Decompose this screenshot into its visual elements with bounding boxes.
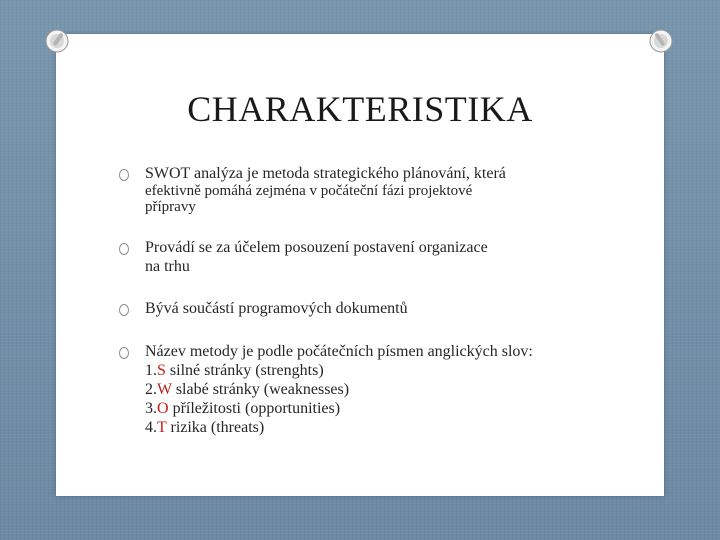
item-number: 4. (145, 419, 157, 436)
bullet-circle-icon (119, 304, 129, 316)
bullet-text: efektivně pomáhá zejména v počáteční fázi projektové (145, 183, 473, 199)
bullet-text: Bývá součástí programových dokumentů (145, 300, 408, 317)
bullet-circle-icon (119, 347, 129, 359)
bullet-text: na trhu (145, 258, 190, 275)
bullet-text: přípravy (145, 199, 196, 215)
item-text: slabé stránky (weaknesses) (171, 381, 350, 398)
bullet-text: Název metody je podle počátečních písmen anglických slov: (145, 343, 533, 360)
slide-title: CHARAKTERISTIKA (187, 89, 533, 129)
swot-letter: S (157, 362, 166, 379)
item-number: 3. (145, 400, 157, 417)
swot-letter: T (157, 419, 167, 436)
bullet-item (119, 342, 639, 437)
bullet-circle-icon (119, 169, 129, 181)
bullet-text: SWOT analýza je metoda strategického plánování, která (145, 165, 506, 182)
swot-item-o (145, 399, 639, 418)
swot-item-w (145, 380, 639, 399)
item-number: 2. (145, 381, 157, 398)
bullet-item (119, 164, 639, 215)
item-text: rizika (threats) (166, 419, 265, 436)
bullet-list (119, 164, 639, 437)
bullet-circle-icon (119, 243, 129, 255)
pushpin-icon (648, 28, 674, 54)
bullet-text: Provádí se za účelem posouzení postavení organizace (145, 239, 488, 256)
bullet-item (119, 299, 639, 318)
item-text: silné stránky (strenghts) (165, 362, 324, 379)
bullet-item (119, 238, 639, 276)
pushpin-icon (44, 28, 70, 54)
item-number: 1. (145, 362, 157, 379)
item-text: příležitosti (opportunities) (168, 400, 341, 417)
swot-letter: W (157, 381, 172, 398)
swot-item-s (145, 361, 639, 380)
swot-letter: O (157, 400, 169, 417)
swot-item-t (145, 418, 639, 437)
